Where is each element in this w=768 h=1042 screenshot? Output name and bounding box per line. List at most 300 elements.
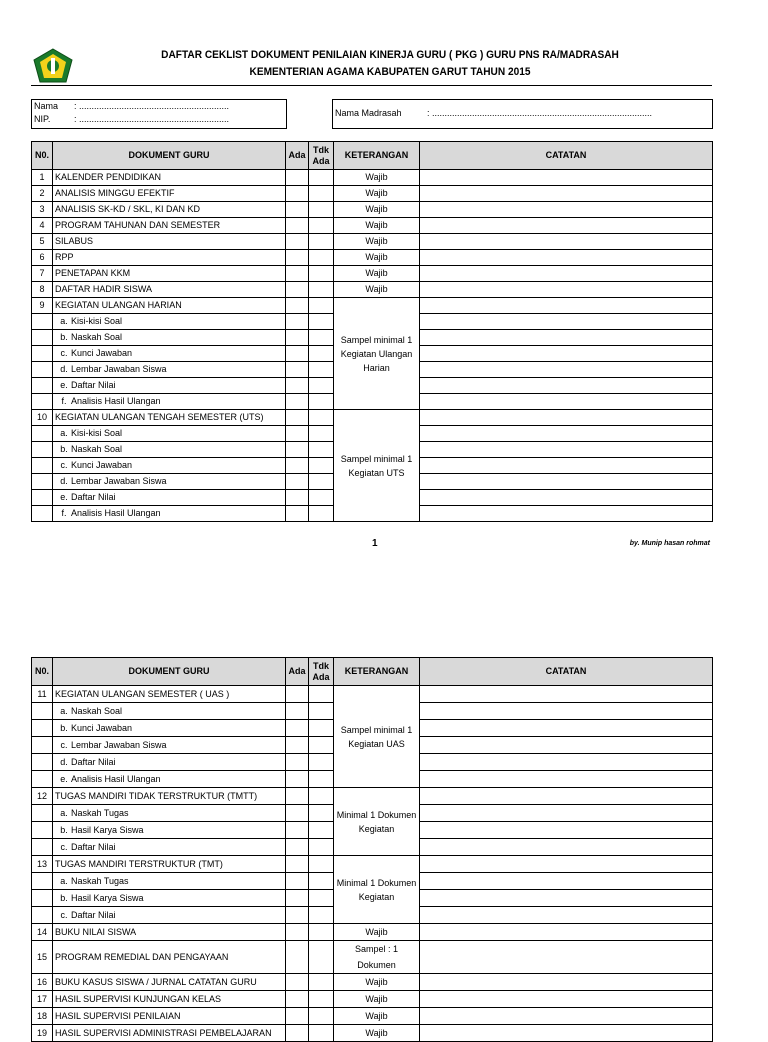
- tdk-ada-checkbox[interactable]: [309, 924, 334, 941]
- tdk-ada-checkbox[interactable]: [309, 186, 334, 202]
- tdk-ada-checkbox[interactable]: [309, 974, 334, 991]
- tdk-ada-checkbox[interactable]: [309, 737, 334, 754]
- catatan-cell[interactable]: [420, 394, 713, 410]
- catatan-cell[interactable]: [420, 458, 713, 474]
- row-number: 6: [32, 250, 53, 266]
- subitem-letter: f.: [61, 508, 67, 518]
- subitem-label: Analisis Hasil Ulangan: [71, 774, 161, 784]
- col-catatan-header: CATATAN: [420, 142, 713, 170]
- tdk-ada-checkbox[interactable]: [309, 890, 334, 907]
- subitem-label: Daftar Nilai: [71, 380, 116, 390]
- keterangan-cell: Wajib: [334, 266, 420, 282]
- keterangan-cell: Wajib: [334, 924, 420, 941]
- tdk-ada-checkbox[interactable]: [309, 805, 334, 822]
- document-subitem: [53, 720, 286, 737]
- row-number: [32, 346, 53, 362]
- table-row: [32, 974, 713, 991]
- catatan-cell[interactable]: [420, 474, 713, 490]
- ada-checkbox[interactable]: [286, 720, 309, 737]
- col-dokumen-header: DOKUMENT GURU: [53, 142, 286, 170]
- row-number: [32, 703, 53, 720]
- row-number: [32, 890, 53, 907]
- keterangan-cell: Wajib: [334, 218, 420, 234]
- subitem-letter: c.: [60, 842, 68, 852]
- catatan-cell[interactable]: [420, 991, 713, 1008]
- row-number: 1: [32, 170, 53, 186]
- row-number: [32, 330, 53, 346]
- keterangan-cell: Wajib: [334, 250, 420, 266]
- document-subitem: [53, 314, 286, 330]
- catatan-cell[interactable]: [420, 856, 713, 873]
- page-number: 1: [372, 538, 378, 549]
- tdk-ada-checkbox[interactable]: [309, 720, 334, 737]
- document-name: ANALISIS SK-KD / SKL, KI DAN KD: [53, 202, 286, 218]
- ada-checkbox[interactable]: [286, 974, 309, 991]
- col-ada-header: Ada: [286, 658, 309, 686]
- keterangan-cell: Wajib: [334, 991, 420, 1008]
- catatan-cell[interactable]: [420, 234, 713, 250]
- row-number: [32, 839, 53, 856]
- ada-checkbox[interactable]: [286, 170, 309, 186]
- subitem-label: Lembar Jawaban Siswa: [71, 476, 167, 486]
- col-no-header: N0.: [32, 658, 53, 686]
- row-number: 5: [32, 234, 53, 250]
- keterangan-cell: Wajib: [334, 974, 420, 991]
- ada-checkbox[interactable]: [286, 490, 309, 506]
- subitem-letter: c.: [60, 460, 68, 470]
- document-subitem: [53, 506, 286, 522]
- tdk-ada-checkbox[interactable]: [309, 442, 334, 458]
- catatan-cell[interactable]: [420, 890, 713, 907]
- ada-checkbox[interactable]: [286, 362, 309, 378]
- ada-checkbox[interactable]: [286, 426, 309, 442]
- subitem-letter: a.: [60, 428, 68, 438]
- tdk-ada-checkbox[interactable]: [309, 839, 334, 856]
- ada-checkbox[interactable]: [286, 890, 309, 907]
- catatan-cell[interactable]: [420, 362, 713, 378]
- ada-checkbox[interactable]: [286, 686, 309, 703]
- document-name: BUKU NILAI SISWA: [53, 924, 286, 941]
- keterangan-cell: Wajib: [334, 170, 420, 186]
- subitem-letter: a.: [60, 876, 68, 886]
- catatan-cell[interactable]: [420, 924, 713, 941]
- ada-checkbox[interactable]: [286, 298, 309, 314]
- catatan-cell[interactable]: [420, 250, 713, 266]
- tdk-ada-checkbox[interactable]: [309, 218, 334, 234]
- catatan-cell[interactable]: [420, 490, 713, 506]
- ada-checkbox[interactable]: [286, 410, 309, 426]
- subitem-label: Kisi-kisi Soal: [71, 316, 123, 326]
- tdk-ada-checkbox[interactable]: [309, 1008, 334, 1025]
- subitem-letter: e.: [60, 380, 68, 390]
- row-number: [32, 458, 53, 474]
- ada-checkbox[interactable]: [286, 754, 309, 771]
- catatan-cell[interactable]: [420, 974, 713, 991]
- ada-checkbox[interactable]: [286, 737, 309, 754]
- document-subitem: [53, 873, 286, 890]
- catatan-cell[interactable]: [420, 266, 713, 282]
- madrasah-label: Nama Madrasah: [335, 108, 402, 118]
- tdk-ada-checkbox[interactable]: [309, 474, 334, 490]
- tdk-ada-checkbox[interactable]: [309, 410, 334, 426]
- document-subtitle: KEMENTERIAN AGAMA KABUPATEN GARUT TAHUN 2015: [249, 66, 531, 78]
- row-number: [32, 362, 53, 378]
- tdk-ada-checkbox[interactable]: [309, 788, 334, 805]
- ada-checkbox[interactable]: [286, 186, 309, 202]
- catatan-cell[interactable]: [420, 720, 713, 737]
- catatan-cell[interactable]: [420, 426, 713, 442]
- table-row: [32, 1025, 713, 1042]
- ada-checkbox[interactable]: [286, 771, 309, 788]
- ada-checkbox[interactable]: [286, 506, 309, 522]
- ada-checkbox[interactable]: [286, 1025, 309, 1042]
- ada-checkbox[interactable]: [286, 458, 309, 474]
- row-number: [32, 771, 53, 788]
- table-row: [32, 788, 713, 805]
- document-name: KALENDER PENDIDIKAN: [53, 170, 286, 186]
- document-subitem: [53, 703, 286, 720]
- subitem-label: Naskah Soal: [71, 706, 123, 716]
- subitem-letter: a.: [60, 706, 68, 716]
- header-divider: [31, 85, 712, 86]
- table-row: [32, 250, 713, 266]
- catatan-cell[interactable]: [420, 805, 713, 822]
- nip-label: NIP.: [34, 114, 51, 124]
- subitem-letter: c.: [60, 348, 68, 358]
- tdk-ada-checkbox[interactable]: [309, 873, 334, 890]
- nama-label: Nama: [34, 101, 59, 111]
- document-name: ANALISIS MINGGU EFEKTIF: [53, 186, 286, 202]
- ada-checkbox[interactable]: [286, 282, 309, 298]
- row-number: 15: [32, 941, 53, 974]
- document-name: TUGAS MANDIRI TERSTRUKTUR (TMT): [53, 856, 286, 873]
- tdk-ada-checkbox[interactable]: [309, 298, 334, 314]
- row-number: 14: [32, 924, 53, 941]
- tdk-ada-checkbox[interactable]: [309, 686, 334, 703]
- tdk-ada-checkbox[interactable]: [309, 703, 334, 720]
- ada-checkbox[interactable]: [286, 839, 309, 856]
- subitem-letter: b.: [60, 723, 68, 733]
- ada-checkbox[interactable]: [286, 250, 309, 266]
- subitem-letter: a.: [60, 316, 68, 326]
- subitem-letter: e.: [60, 492, 68, 502]
- nama-field[interactable]: : ............................................................: [74, 101, 230, 111]
- row-number: [32, 754, 53, 771]
- ada-checkbox[interactable]: [286, 1008, 309, 1025]
- keterangan-cell: Sampel : 1 Dokumen: [334, 941, 420, 974]
- catatan-cell[interactable]: [420, 941, 713, 974]
- row-number: [32, 737, 53, 754]
- tdk-ada-checkbox[interactable]: [309, 856, 334, 873]
- checklist-table-1: [31, 141, 713, 522]
- subitem-letter: b.: [60, 332, 68, 342]
- ada-checkbox[interactable]: [286, 202, 309, 218]
- ada-checkbox[interactable]: [286, 218, 309, 234]
- document-subitem: [53, 442, 286, 458]
- checklist-table-2: [31, 657, 713, 1042]
- ada-checkbox[interactable]: [286, 234, 309, 250]
- document-name: BUKU KASUS SISWA / JURNAL CATATAN GURU: [53, 974, 286, 991]
- document-name: PROGRAM REMEDIAL DAN PENGAYAAN: [53, 941, 286, 974]
- catatan-cell[interactable]: [420, 202, 713, 218]
- catatan-cell[interactable]: [420, 737, 713, 754]
- tdk-ada-checkbox[interactable]: [309, 394, 334, 410]
- table-row: [32, 1008, 713, 1025]
- subitem-label: Analisis Hasil Ulangan: [71, 396, 161, 406]
- ada-checkbox[interactable]: [286, 856, 309, 873]
- tdk-ada-checkbox[interactable]: [309, 362, 334, 378]
- tdk-ada-checkbox[interactable]: [309, 346, 334, 362]
- document-subitem: [53, 426, 286, 442]
- tdk-ada-checkbox[interactable]: [309, 822, 334, 839]
- subitem-letter: c.: [60, 740, 68, 750]
- catatan-cell[interactable]: [420, 442, 713, 458]
- document-subitem: [53, 330, 286, 346]
- tdk-ada-checkbox[interactable]: [309, 771, 334, 788]
- table-row: [32, 186, 713, 202]
- tdk-ada-checkbox[interactable]: [309, 378, 334, 394]
- catatan-cell[interactable]: [420, 1008, 713, 1025]
- row-number: [32, 426, 53, 442]
- col-keterangan-header: KETERANGAN: [334, 142, 420, 170]
- catatan-cell[interactable]: [420, 506, 713, 522]
- col-no-header: N0.: [32, 142, 53, 170]
- subitem-label: Kisi-kisi Soal: [71, 428, 123, 438]
- tdk-ada-checkbox[interactable]: [309, 314, 334, 330]
- row-number: [32, 442, 53, 458]
- subitem-letter: f.: [61, 396, 67, 406]
- ada-checkbox[interactable]: [286, 822, 309, 839]
- catatan-cell[interactable]: [420, 703, 713, 720]
- subitem-label: Daftar Nilai: [71, 910, 116, 920]
- ada-checkbox[interactable]: [286, 330, 309, 346]
- row-number: [32, 394, 53, 410]
- row-number: 7: [32, 266, 53, 282]
- row-number: 11: [32, 686, 53, 703]
- document-subitem: [53, 458, 286, 474]
- document-subitem: [53, 754, 286, 771]
- catatan-cell[interactable]: [420, 282, 713, 298]
- row-number: [32, 720, 53, 737]
- row-number: 16: [32, 974, 53, 991]
- row-number: [32, 506, 53, 522]
- subitem-label: Daftar Nilai: [71, 757, 116, 767]
- keterangan-cell: Sampel minimal 1 Kegiatan UAS: [334, 686, 420, 788]
- row-number: 4: [32, 218, 53, 234]
- tdk-ada-checkbox[interactable]: [309, 490, 334, 506]
- document-name: KEGIATAN ULANGAN HARIAN: [53, 298, 286, 314]
- document-subitem: [53, 822, 286, 839]
- catatan-cell[interactable]: [420, 330, 713, 346]
- subitem-label: Kunci Jawaban: [71, 723, 133, 733]
- keterangan-cell: Minimal 1 Dokumen Kegiatan: [334, 856, 420, 924]
- table-row: [32, 924, 713, 941]
- col-ada-header: Ada: [286, 142, 309, 170]
- catatan-cell[interactable]: [420, 907, 713, 924]
- subitem-letter: d.: [60, 757, 68, 767]
- row-number: [32, 378, 53, 394]
- document-name: HASIL SUPERVISI PENILAIAN: [53, 1008, 286, 1025]
- tdk-ada-checkbox[interactable]: [309, 170, 334, 186]
- tdk-ada-checkbox[interactable]: [309, 991, 334, 1008]
- tdk-ada-checkbox[interactable]: [309, 754, 334, 771]
- ada-checkbox[interactable]: [286, 314, 309, 330]
- document-subitem: [53, 474, 286, 490]
- subitem-label: Kunci Jawaban: [71, 348, 133, 358]
- subitem-letter: a.: [60, 808, 68, 818]
- table-row: [32, 282, 713, 298]
- keterangan-cell: Sampel minimal 1 Kegiatan UTS: [334, 410, 420, 522]
- catatan-cell[interactable]: [420, 298, 713, 314]
- col-catatan-header: CATATAN: [420, 658, 713, 686]
- identity-box-guru: [31, 99, 287, 129]
- ada-checkbox[interactable]: [286, 924, 309, 941]
- row-number: 13: [32, 856, 53, 873]
- keterangan-cell: Wajib: [334, 202, 420, 218]
- document-subitem: [53, 890, 286, 907]
- ada-checkbox[interactable]: [286, 873, 309, 890]
- document-subitem: [53, 805, 286, 822]
- table-row: [32, 266, 713, 282]
- subitem-letter: b.: [60, 444, 68, 454]
- subitem-letter: e.: [60, 774, 68, 784]
- keterangan-cell: Wajib: [334, 186, 420, 202]
- table-row: [32, 856, 713, 873]
- document-title: DAFTAR CEKLIST DOKUMENT PENILAIAN KINERJA GURU ( PKG ) GURU PNS RA/MADRASAH: [161, 49, 619, 61]
- catatan-cell[interactable]: [420, 686, 713, 703]
- ada-checkbox[interactable]: [286, 703, 309, 720]
- ada-checkbox[interactable]: [286, 266, 309, 282]
- ada-checkbox[interactable]: [286, 805, 309, 822]
- tdk-ada-checkbox[interactable]: [309, 250, 334, 266]
- catatan-cell[interactable]: [420, 170, 713, 186]
- ada-checkbox[interactable]: [286, 788, 309, 805]
- row-number: [32, 805, 53, 822]
- document-subitem: [53, 907, 286, 924]
- col-dokumen-header: DOKUMENT GURU: [53, 658, 286, 686]
- document-name: KEGIATAN ULANGAN TENGAH SEMESTER (UTS): [53, 410, 286, 426]
- row-number: 12: [32, 788, 53, 805]
- tdk-ada-checkbox[interactable]: [309, 907, 334, 924]
- tdk-ada-checkbox[interactable]: [309, 1025, 334, 1042]
- keterangan-cell: Minimal 1 Dokumen Kegiatan: [334, 788, 420, 856]
- subitem-letter: d.: [60, 476, 68, 486]
- ada-checkbox[interactable]: [286, 346, 309, 362]
- document-name: PENETAPAN KKM: [53, 266, 286, 282]
- ada-checkbox[interactable]: [286, 991, 309, 1008]
- subitem-label: Kunci Jawaban: [71, 460, 133, 470]
- tdk-ada-checkbox[interactable]: [309, 941, 334, 974]
- table-row: [32, 410, 713, 426]
- tdk-ada-checkbox[interactable]: [309, 506, 334, 522]
- document-name: HASIL SUPERVISI KUNJUNGAN KELAS: [53, 991, 286, 1008]
- row-number: 2: [32, 186, 53, 202]
- tdk-ada-checkbox[interactable]: [309, 458, 334, 474]
- row-number: 17: [32, 991, 53, 1008]
- document-subitem: [53, 346, 286, 362]
- table-row: [32, 991, 713, 1008]
- subitem-label: Daftar Nilai: [71, 842, 116, 852]
- tdk-ada-checkbox[interactable]: [309, 266, 334, 282]
- document-name: SILABUS: [53, 234, 286, 250]
- subitem-label: Naskah Soal: [71, 444, 123, 454]
- keterangan-cell: Wajib: [334, 282, 420, 298]
- table-row: [32, 234, 713, 250]
- catatan-cell[interactable]: [420, 314, 713, 330]
- ada-checkbox[interactable]: [286, 907, 309, 924]
- row-number: 8: [32, 282, 53, 298]
- row-number: [32, 490, 53, 506]
- subitem-letter: b.: [60, 825, 68, 835]
- table-row: [32, 218, 713, 234]
- author-credit: by. Munip hasan rohmat: [629, 540, 710, 547]
- document-name: HASIL SUPERVISI ADMINISTRASI PEMBELAJARAN: [53, 1025, 286, 1042]
- document-subitem: [53, 378, 286, 394]
- row-number: [32, 907, 53, 924]
- ada-checkbox[interactable]: [286, 394, 309, 410]
- catatan-cell[interactable]: [420, 378, 713, 394]
- subitem-letter: d.: [60, 364, 68, 374]
- ada-checkbox[interactable]: [286, 474, 309, 490]
- catatan-cell[interactable]: [420, 218, 713, 234]
- catatan-cell[interactable]: [420, 839, 713, 856]
- table-row: [32, 298, 713, 314]
- kemenag-logo: [32, 48, 74, 84]
- tdk-ada-checkbox[interactable]: [309, 202, 334, 218]
- catatan-cell[interactable]: [420, 873, 713, 890]
- keterangan-cell: Sampel minimal 1 Kegiatan Ulangan Harian: [334, 298, 420, 410]
- madrasah-field[interactable]: : ........................................................................................: [427, 108, 653, 118]
- row-number: [32, 314, 53, 330]
- keterangan-cell: Wajib: [334, 1008, 420, 1025]
- tdk-ada-checkbox[interactable]: [309, 426, 334, 442]
- subitem-label: Naskah Tugas: [71, 876, 129, 886]
- ada-checkbox[interactable]: [286, 941, 309, 974]
- row-number: 9: [32, 298, 53, 314]
- row-number: [32, 822, 53, 839]
- ada-checkbox[interactable]: [286, 442, 309, 458]
- subitem-label: Hasil Karya Siswa: [71, 893, 144, 903]
- row-number: 18: [32, 1008, 53, 1025]
- catatan-cell[interactable]: [420, 822, 713, 839]
- catatan-cell[interactable]: [420, 1025, 713, 1042]
- catatan-cell[interactable]: [420, 410, 713, 426]
- tdk-ada-checkbox[interactable]: [309, 282, 334, 298]
- subitem-label: Naskah Soal: [71, 332, 123, 342]
- catatan-cell[interactable]: [420, 788, 713, 805]
- row-number: 19: [32, 1025, 53, 1042]
- document-name: KEGIATAN ULANGAN SEMESTER ( UAS ): [53, 686, 286, 703]
- table-row: [32, 941, 713, 974]
- tdk-ada-checkbox[interactable]: [309, 234, 334, 250]
- keterangan-cell: Wajib: [334, 234, 420, 250]
- nip-field[interactable]: : ............................................................: [74, 114, 230, 124]
- document-name: DAFTAR HADIR SISWA: [53, 282, 286, 298]
- catatan-cell[interactable]: [420, 186, 713, 202]
- document-subitem: [53, 362, 286, 378]
- document-subitem: [53, 490, 286, 506]
- ada-checkbox[interactable]: [286, 378, 309, 394]
- catatan-cell[interactable]: [420, 754, 713, 771]
- tdk-ada-checkbox[interactable]: [309, 330, 334, 346]
- subitem-label: Hasil Karya Siswa: [71, 825, 144, 835]
- catatan-cell[interactable]: [420, 771, 713, 788]
- document-subitem: [53, 771, 286, 788]
- keterangan-cell: Wajib: [334, 1025, 420, 1042]
- catatan-cell[interactable]: [420, 346, 713, 362]
- row-number: [32, 474, 53, 490]
- row-number: 3: [32, 202, 53, 218]
